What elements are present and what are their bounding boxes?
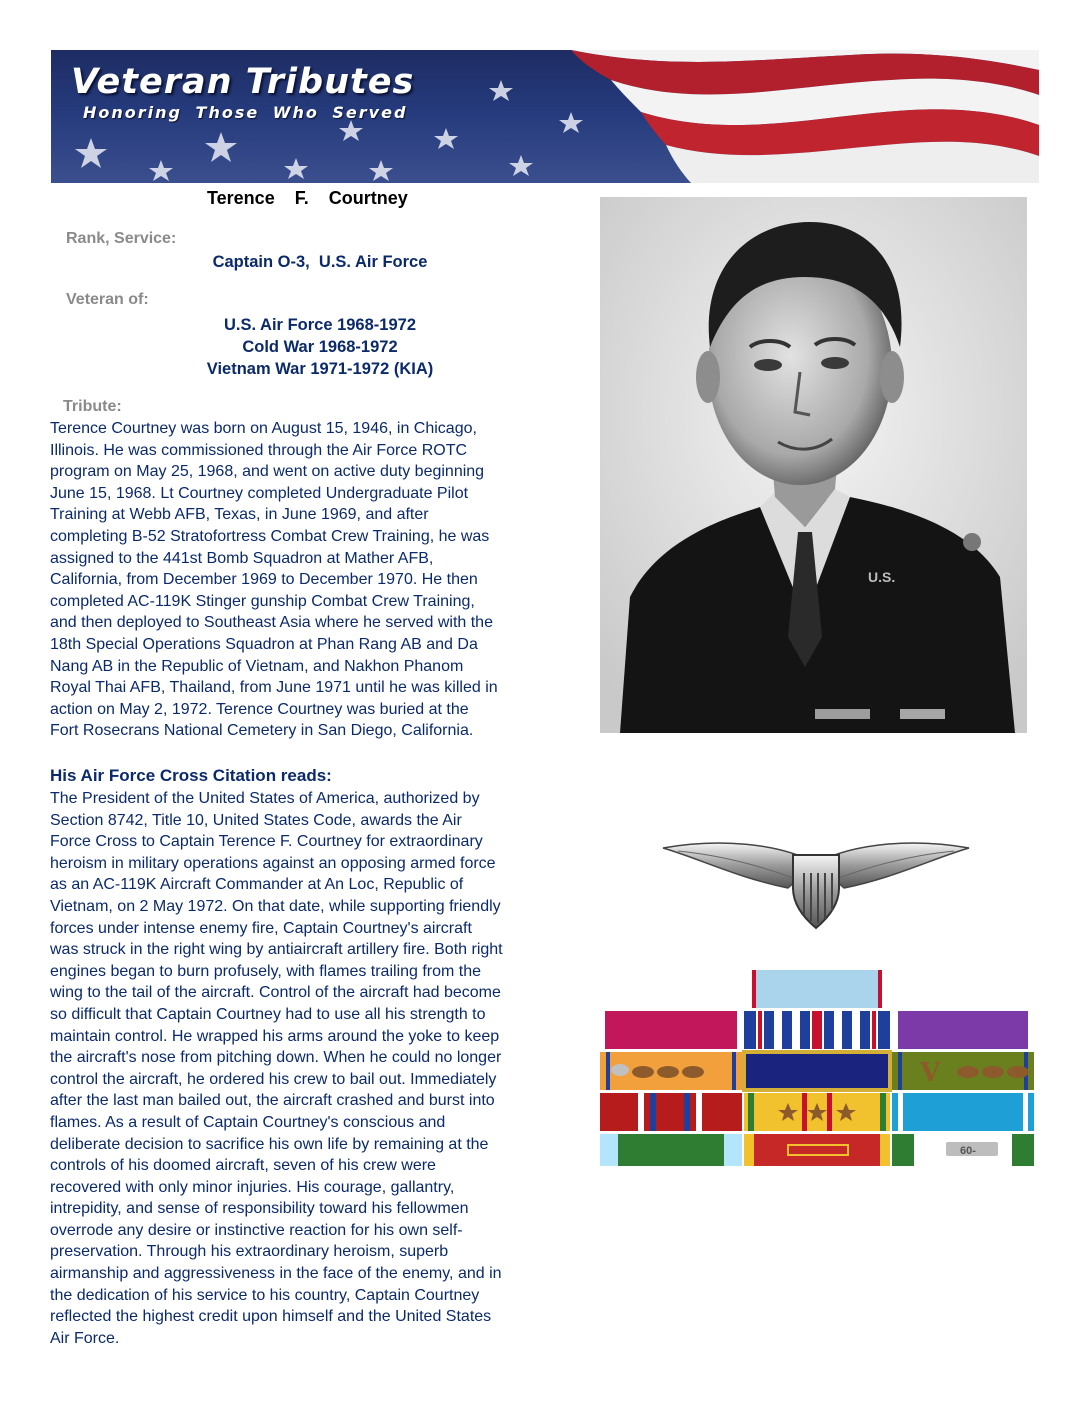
header-banner bbox=[51, 50, 1039, 183]
citation-line: recovered with only minor injuries. His courage, gallantry, bbox=[50, 1178, 455, 1196]
citation-line: engines began to burn profusely, with flames trailing from the bbox=[50, 962, 482, 980]
tribute-line: Illinois. He was commissioned through the Air Force ROTC bbox=[50, 441, 468, 459]
ribbon-rack-graphic bbox=[598, 968, 1036, 1168]
portrait-drawing bbox=[600, 197, 1027, 733]
citation-line: was struck in the right wing by antiaircraft artillery fire. Both right bbox=[50, 941, 503, 959]
v-device: V bbox=[920, 1058, 941, 1088]
tribute-line: Terence Courtney was born on August 15, 1946, in Chicago, bbox=[50, 420, 477, 437]
citation-line: Force Cross to Captain Terence F. Courtney for extraordinary bbox=[50, 833, 483, 851]
tribute-text bbox=[50, 418, 585, 742]
tribute-line: and then deployed to Southeast Asia where he served with the bbox=[50, 614, 493, 632]
ribbon-row-2 bbox=[600, 1052, 1034, 1090]
citation-line: control the aircraft, he ordered his crew to bail out. Immediately bbox=[50, 1070, 497, 1088]
citation-line: deliberate decision to sacrifice his own life by remaining at the bbox=[50, 1135, 489, 1153]
citation-line: reflected the highest credit upon himself and the United States bbox=[50, 1308, 492, 1326]
citation-line: Vietnam, on 2 May 1972. On that date, while supporting friendly bbox=[50, 897, 501, 915]
citation-line: overrode any desire or instinctive reaction for his own self- bbox=[50, 1221, 463, 1239]
banner-subtitle: Honoring Those Who Served bbox=[83, 103, 408, 122]
citation-line: airmanship and aggressiveness in the face of the enemy, and in bbox=[50, 1265, 502, 1283]
citation-heading: His Air Force Cross Citation reads: bbox=[50, 766, 332, 785]
citation-line: so difficult that Captain Courtney had to use all his strength to bbox=[50, 1005, 486, 1023]
veteran-of-list bbox=[110, 314, 530, 380]
rank-service-label: Rank, Service: bbox=[66, 230, 177, 247]
tribute-line: program on May 25, 1968, and went on active duty beginning bbox=[50, 463, 485, 481]
jacket-ribbon bbox=[815, 709, 870, 719]
citation-line: the dedication of his service to his country, Captain Courtney bbox=[50, 1286, 480, 1304]
tribute-line: completing B-52 Stratofortress Combat Crew Training, he was bbox=[50, 527, 490, 545]
citation-line: Air Force. bbox=[50, 1329, 120, 1347]
citation-line: intrepidity, and sense of responsibility toward his fellowmen bbox=[50, 1200, 469, 1218]
us-collar-insignia: U.S. bbox=[868, 569, 896, 585]
citation-line: after the last man bailed out, the aircraft crashed and burst into bbox=[50, 1092, 495, 1110]
ribbon-row-3 bbox=[600, 1093, 1034, 1131]
wings-icon bbox=[658, 833, 974, 933]
silver-oak-leaf-icon bbox=[611, 1064, 629, 1076]
ribbon-row-1 bbox=[600, 1011, 1034, 1049]
tribute-line: Training at Webb AFB, Texas, in June 1969, and after bbox=[50, 506, 429, 524]
tribute-label: Tribute: bbox=[63, 398, 122, 415]
citation-line: heroism in military operations against an opposing armed force bbox=[50, 854, 496, 872]
tribute-line: 18th Special Operations Squadron at Phan Rang AB and Da bbox=[50, 635, 478, 653]
jacket-ribbon bbox=[900, 709, 945, 719]
citation-line: as an AC-119K Aircraft Commander at An Loc, Republic of bbox=[50, 876, 464, 894]
citation-line: maintain control. He wrapped his arms around the yoke to keep bbox=[50, 1027, 500, 1045]
citation-line: Section 8742, Title 10, United States Code, awards the Air bbox=[50, 811, 462, 829]
veteran-of-label: Veteran of: bbox=[66, 291, 149, 308]
citation-line: flames. As a result of Captain Courtney's conscious and bbox=[50, 1113, 446, 1131]
banner-title: Veteran Tributes bbox=[71, 62, 415, 102]
ribbon-air-force-cross bbox=[744, 970, 890, 1008]
pilot-wings-badge bbox=[658, 833, 974, 933]
tribute-line: Royal Thai AFB, Thailand, from June 1971 until he was killed in bbox=[50, 679, 498, 697]
citation-line: forces under intense enemy fire, Captain Courtney's aircraft bbox=[50, 919, 472, 937]
veteran-name: Terence F. Courtney bbox=[207, 188, 408, 208]
portrait-photo bbox=[600, 197, 1027, 733]
veteran-of-item: Cold War 1968-1972 bbox=[242, 338, 398, 356]
veteran-of-item: Vietnam War 1971-1972 (KIA) bbox=[206, 360, 434, 378]
citation-line: the aircraft's nose from pitching down. When he could no longer bbox=[50, 1049, 502, 1067]
tribute-line: action on May 2, 1972. Terence Courtney was buried at the bbox=[50, 700, 469, 718]
ribbon-rack bbox=[598, 968, 1036, 1168]
citation-line: wing to the tail of the aircraft. Control of the aircraft had become bbox=[50, 984, 501, 1002]
tribute-line: June 15, 1968. Lt Courtney completed Undergraduate Pilot bbox=[50, 484, 469, 502]
ribbon-row-4 bbox=[600, 1134, 1034, 1166]
tribute-line: completed AC-119K Stinger gunship Combat Crew Training, bbox=[50, 592, 475, 610]
rvn-bar-text: 60- bbox=[960, 1145, 976, 1157]
tribute-line: Nang AB in the Republic of Vietnam, and Nakhon Phanom bbox=[50, 657, 464, 675]
tribute-line: Fort Rosecrans National Cemetery in San Diego, California. bbox=[50, 722, 474, 740]
button-icon bbox=[963, 533, 981, 551]
citation-line: preservation. Through his extraordinary heroism, superb bbox=[50, 1243, 449, 1261]
citation-text bbox=[50, 788, 585, 1349]
rank-service-value: Captain O-3, U.S. Air Force bbox=[212, 253, 428, 271]
citation-line: controls of his doomed aircraft, seven of his crew were bbox=[50, 1157, 436, 1175]
citation-line: The President of the United States of America, authorized by bbox=[50, 790, 480, 807]
tribute-line: assigned to the 441st Bomb Squadron at Mather AFB, bbox=[50, 549, 434, 567]
veteran-of-item: U.S. Air Force 1968-1972 bbox=[224, 316, 416, 334]
tribute-line: California, from December 1969 to December 1970. He then bbox=[50, 571, 478, 589]
